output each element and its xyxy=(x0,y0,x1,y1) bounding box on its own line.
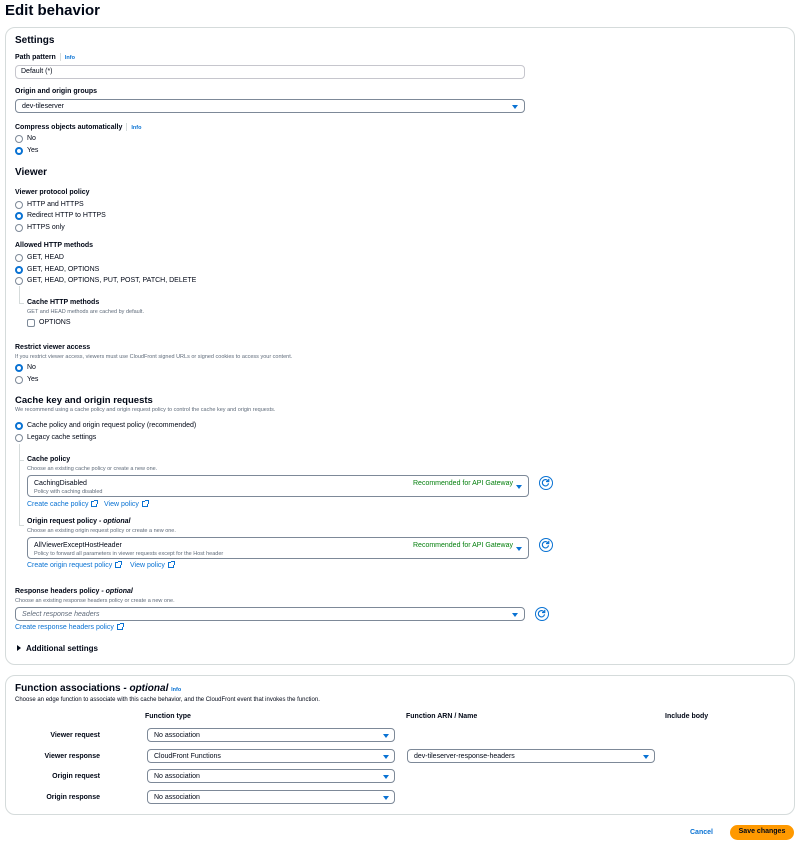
page-title: Edit behavior xyxy=(5,2,101,19)
restrict-no-radio[interactable] xyxy=(15,364,23,372)
cancel-button[interactable]: Cancel xyxy=(690,829,713,836)
methods-get-head-options-label: GET, HEAD, OPTIONS xyxy=(27,266,100,273)
protocol-redirect-label: Redirect HTTP to HTTPS xyxy=(27,212,106,219)
create-response-headers-link[interactable]: Create response headers policy xyxy=(15,624,123,631)
response-headers-select[interactable] xyxy=(15,607,525,621)
cache-options-checkbox[interactable] xyxy=(27,319,35,327)
cache-policy-value: CachingDisabled xyxy=(34,480,87,487)
cache-policy-value-desc: Policy with caching disabled xyxy=(34,489,103,495)
refresh-icon[interactable] xyxy=(539,538,553,552)
select-value: No association xyxy=(154,732,200,739)
cache-policy-select[interactable] xyxy=(27,475,529,497)
response-headers-placeholder: Select response headers xyxy=(22,611,100,618)
chevron-down-icon xyxy=(383,734,389,738)
compress-yes-radio[interactable] xyxy=(15,147,23,155)
function-associations-panel xyxy=(5,675,795,815)
function-associations-heading: Function associations - optional Info xyxy=(15,683,182,694)
compress-label: Compress objects automatically Info xyxy=(15,123,142,131)
methods-all-radio[interactable] xyxy=(15,277,23,285)
legacy-cache-radio[interactable] xyxy=(15,434,23,442)
chevron-down-icon xyxy=(512,613,518,617)
restrict-yes-radio[interactable] xyxy=(15,376,23,384)
path-pattern-info-link[interactable]: Info xyxy=(64,54,75,61)
external-link-icon xyxy=(142,501,148,507)
functions-info-link[interactable]: Info xyxy=(171,687,182,693)
origin-response-type-select[interactable] xyxy=(147,790,395,804)
cache-policy-description: Choose an existing cache policy or create a new one. xyxy=(27,466,158,472)
restrict-yes-label: Yes xyxy=(27,376,39,383)
external-link-icon xyxy=(91,501,97,507)
restrict-access-description: If you restrict viewer access, viewers must use CloudFront signed URLs or signed cookies to access your content. xyxy=(15,354,293,360)
cache-key-heading: Cache key and origin requests xyxy=(15,395,153,406)
cache-policy-label: Cache policy xyxy=(27,456,71,463)
origin-select[interactable] xyxy=(15,99,525,113)
column-header: Function type xyxy=(145,713,191,720)
protocol-https-only-radio[interactable] xyxy=(15,224,23,232)
external-link-icon xyxy=(115,562,121,568)
additional-settings-toggle[interactable]: Additional settings xyxy=(17,644,98,653)
save-changes-button[interactable]: Save changes xyxy=(730,825,794,840)
row-label-viewer-response: Viewer response xyxy=(44,753,100,760)
select-value: No association xyxy=(154,773,200,780)
chevron-down-icon xyxy=(383,796,389,800)
protocol-https-only-label: HTTPS only xyxy=(27,224,65,231)
recommended-badge: Recommended for API Gateway xyxy=(413,542,513,549)
cache-policy-mode-label: Cache policy and origin request policy (recommended) xyxy=(27,422,197,429)
select-value: dev-tileserver-response-headers xyxy=(414,753,515,760)
methods-get-head-label: GET, HEAD xyxy=(27,254,64,261)
tree-line xyxy=(19,444,20,525)
origin-policy-description: Choose an existing origin request policy or create a new one. xyxy=(27,528,176,534)
settings-heading: Settings xyxy=(15,35,55,46)
protocol-redirect-radio[interactable] xyxy=(15,212,23,220)
protocol-http-https-label: HTTP and HTTPS xyxy=(27,201,84,208)
cache-key-description: We recommend using a cache policy and origin request policy to control the cache key and origin requests. xyxy=(15,407,276,413)
chevron-down-icon xyxy=(512,105,518,109)
column-header: Include body xyxy=(665,713,709,720)
select-value: No association xyxy=(154,794,200,801)
create-cache-policy-link[interactable]: Create cache policy xyxy=(27,501,97,508)
compress-no-label: No xyxy=(27,135,36,142)
methods-get-head-radio[interactable] xyxy=(15,254,23,262)
compress-yes-label: Yes xyxy=(27,147,39,154)
cache-policy-mode-radio[interactable] xyxy=(15,422,23,430)
protocol-http-https-radio[interactable] xyxy=(15,201,23,209)
viewer-response-arn-select[interactable] xyxy=(407,749,655,763)
methods-all-label: GET, HEAD, OPTIONS, PUT, POST, PATCH, DELETE xyxy=(27,277,197,284)
viewer-response-type-select[interactable] xyxy=(147,749,395,763)
row-label-origin-response: Origin response xyxy=(46,794,100,801)
allowed-methods-label: Allowed HTTP methods xyxy=(15,242,94,249)
response-headers-description: Choose an existing response headers policy or create a new one. xyxy=(15,598,175,604)
view-origin-policy-link[interactable]: View policy xyxy=(130,562,174,569)
tree-line xyxy=(19,460,24,461)
external-link-icon xyxy=(117,624,123,630)
row-label-viewer-request: Viewer request xyxy=(50,732,100,739)
viewer-protocol-label: Viewer protocol policy xyxy=(15,189,90,196)
origin-policy-select[interactable] xyxy=(27,537,529,559)
external-link-icon xyxy=(168,562,174,568)
origin-label: Origin and origin groups xyxy=(15,88,98,95)
chevron-down-icon xyxy=(383,775,389,779)
viewer-heading: Viewer xyxy=(15,167,48,178)
origin-policy-label: Origin request policy - optional xyxy=(27,518,131,525)
refresh-icon[interactable] xyxy=(535,607,549,621)
recommended-badge: Recommended for API Gateway xyxy=(413,480,513,487)
origin-policy-value: AllViewerExceptHostHeader xyxy=(34,542,122,549)
methods-get-head-options-radio[interactable] xyxy=(15,266,23,274)
origin-policy-value-desc: Policy to forward all parameters in viewer requests except for the Host header xyxy=(34,551,224,557)
chevron-down-icon xyxy=(643,755,649,759)
legacy-cache-label: Legacy cache settings xyxy=(27,434,97,441)
origin-select-value: dev-tileserver xyxy=(22,103,65,110)
refresh-icon[interactable] xyxy=(539,476,553,490)
create-origin-policy-link[interactable]: Create origin request policy xyxy=(27,562,121,569)
column-header: Function ARN / Name xyxy=(406,713,478,720)
cache-methods-description: GET and HEAD methods are cached by default. xyxy=(27,309,144,315)
origin-request-type-select[interactable] xyxy=(147,769,395,783)
compress-no-radio[interactable] xyxy=(15,135,23,143)
path-pattern-label: Path pattern Info xyxy=(15,53,75,61)
tree-line xyxy=(19,286,20,303)
compress-info-link[interactable]: Info xyxy=(131,124,142,131)
response-headers-label: Response headers policy - optional xyxy=(15,588,133,595)
cache-methods-label: Cache HTTP methods xyxy=(27,299,100,306)
path-pattern-input[interactable]: Default (*) xyxy=(15,65,525,79)
view-cache-policy-link[interactable]: View policy xyxy=(104,501,148,508)
function-associations-description: Choose an edge function to associate with this cache behavior, and the CloudFront event that invokes the function. xyxy=(15,697,320,703)
restrict-no-label: No xyxy=(27,364,36,371)
tree-line xyxy=(19,303,24,304)
chevron-down-icon xyxy=(516,547,522,551)
behavior-settings-panel xyxy=(5,27,795,665)
select-value: CloudFront Functions xyxy=(154,753,221,760)
viewer-request-type-select[interactable] xyxy=(147,728,395,742)
caret-right-icon xyxy=(17,645,21,651)
tree-line xyxy=(19,525,24,526)
row-label-origin-request: Origin request xyxy=(52,773,100,780)
chevron-down-icon xyxy=(383,755,389,759)
cache-options-label: OPTIONS xyxy=(39,319,71,326)
chevron-down-icon xyxy=(516,485,522,489)
restrict-access-label: Restrict viewer access xyxy=(15,344,91,351)
